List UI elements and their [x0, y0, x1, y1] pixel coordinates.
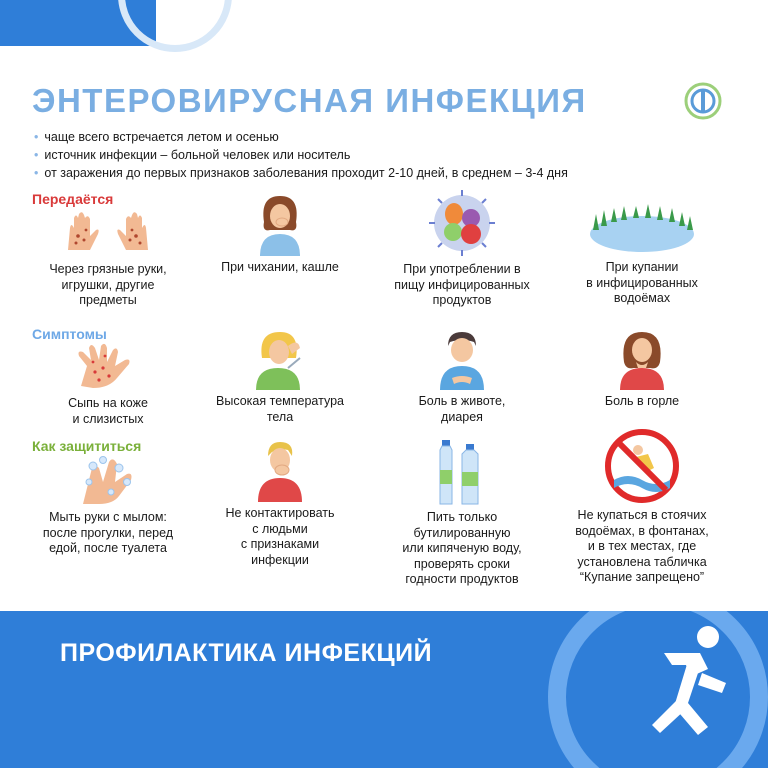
infected-food-icon [427, 188, 497, 258]
transmission-item-caption: При чихании, кашле [221, 260, 339, 274]
page-title: ЭНТЕРОВИРУСНАЯ ИНФЕКЦИЯ [32, 82, 587, 119]
rash-hand-icon [73, 342, 143, 392]
protection-item-no-contact [190, 440, 370, 568]
protection-item-wash-hands [18, 452, 198, 557]
footer-title: ПРОФИЛАКТИКА ИНФЕКЦИЙ [60, 639, 433, 667]
washing-hands-icon [73, 452, 143, 506]
protection-item-caption: Пить только бутилированную или кипяченую воду, проверять сроки годности продуктов [402, 510, 522, 586]
transmission-item-sneezing [190, 192, 370, 276]
symptom-item-caption: Высокая температура тела [216, 394, 344, 424]
protection-item-water [372, 440, 552, 588]
pond-icon [587, 200, 697, 256]
fact-item: • источник инфекции – больной человек или носитель [34, 146, 568, 164]
protection-item-caption: Не купаться в стоячих водоёмах, в фонтанах, и в тех местах, где установлена табличка “Купание запрещено” [575, 508, 709, 584]
stomach-ache-man-icon [430, 328, 494, 390]
no-swimming-icon [604, 428, 680, 504]
fact-item: • от заражения до первых признаков заболевания проходит 2-10 дней, в среднем – 3-4 дня [34, 164, 568, 182]
sore-throat-woman-icon [610, 328, 674, 390]
section-heading-protection: Как защититься [32, 438, 142, 454]
protection-item-caption: Мыть руки с мылом: после прогулки, перед едой, после туалета [42, 510, 174, 555]
coughing-man-icon [250, 440, 310, 502]
footer-banner [0, 611, 768, 768]
symptom-item-rash [18, 342, 198, 427]
runner-icon [630, 623, 740, 753]
transmission-item-caption: Через грязные руки, игрушки, другие предметы [49, 262, 167, 307]
transmission-item-pond [552, 200, 732, 307]
facts-list [34, 128, 568, 182]
section-heading-symptoms: Симптомы [32, 326, 107, 342]
symptom-item-caption: Боль в животе, диарея [418, 394, 506, 424]
transmission-item-caption: При употреблении в пищу инфицированных продуктов [394, 262, 530, 307]
symptom-item-throat [552, 328, 732, 410]
fever-woman-icon [248, 328, 312, 390]
symptom-item-caption: Сыпь на коже и слизистых [68, 396, 148, 426]
section-heading-transmission: Передаётся [32, 191, 114, 207]
transmission-item-food [372, 188, 552, 309]
symptom-item-stomach [372, 328, 552, 425]
transmission-item-hands [18, 210, 198, 309]
protection-item-caption: Не контактировать с людьми с признаками инфекции [225, 506, 335, 567]
logo-icon [683, 81, 723, 121]
fact-item: • чаще всего встречается летом и осенью [34, 128, 568, 146]
water-bottles-icon [432, 440, 492, 506]
transmission-item-caption: При купании в инфицированных водоёмах [586, 260, 698, 305]
symptom-item-fever [190, 328, 370, 425]
dirty-hands-icon [60, 210, 156, 258]
protection-item-no-swimming [552, 428, 732, 586]
sneezing-woman-icon [250, 192, 310, 256]
symptom-item-caption: Боль в горле [604, 394, 680, 408]
